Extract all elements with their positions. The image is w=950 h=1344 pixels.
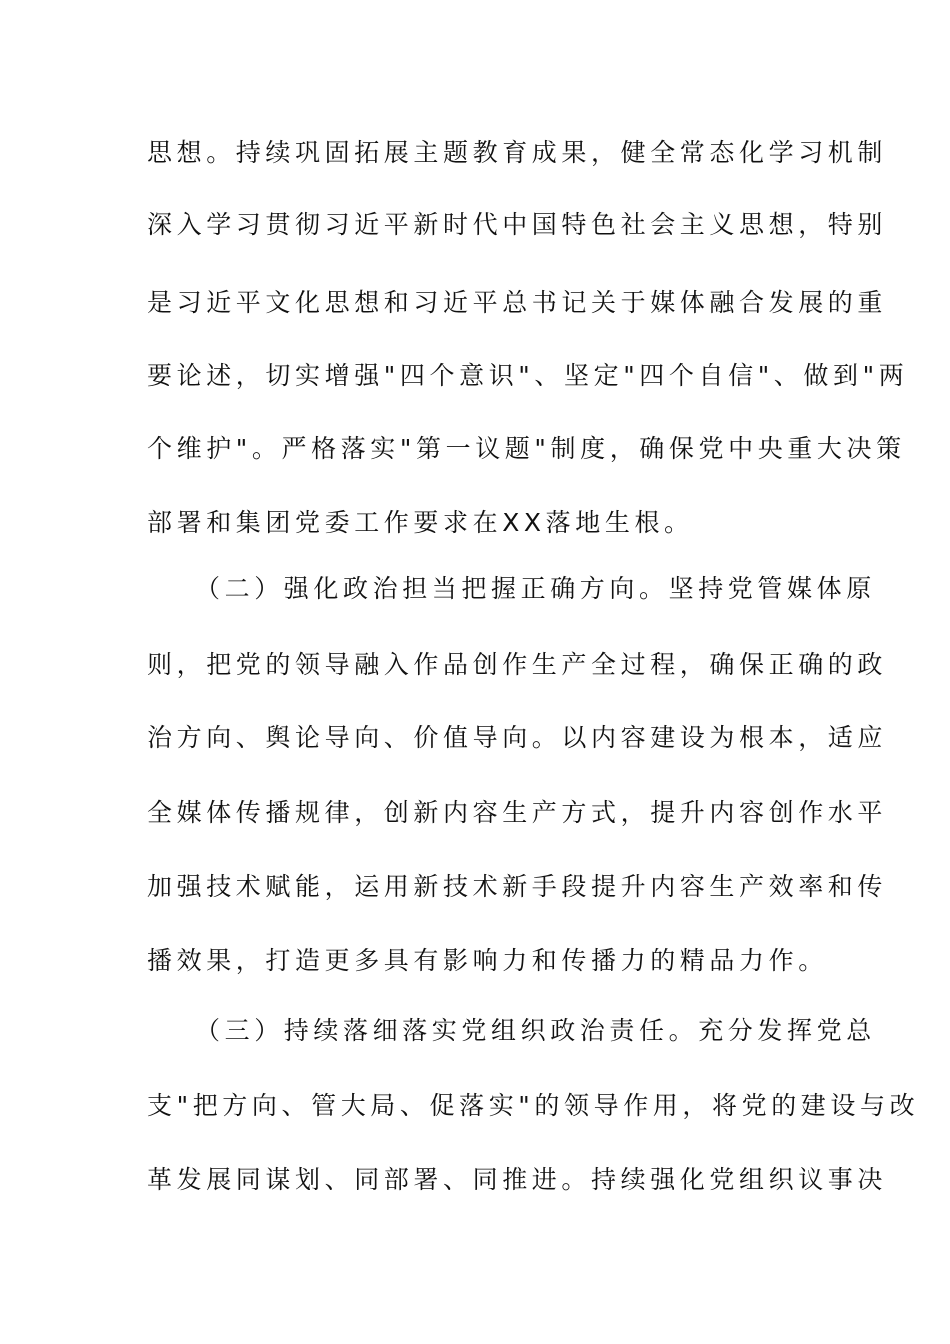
text-line-10: 全媒体传播规律，创新内容生产方式，提升内容创作水平 bbox=[147, 798, 888, 827]
text-line-4: 要论述，切实增强"四个意识"、坚定"四个自信"、做到"两 bbox=[147, 361, 909, 390]
text-line-5: 个维护"。严格落实"第一议题"制度，确保党中央重大决策 bbox=[147, 434, 906, 463]
text-line-2: 深入学习贯彻习近平新时代中国特色社会主义思想，特别 bbox=[147, 210, 888, 239]
text-line-14: 支"把方向、管大局、促落实"的领导作用，将党的建设与改 bbox=[147, 1091, 920, 1120]
text-line-8: 则，把党的领导融入作品创作生产全过程，确保正确的政 bbox=[147, 650, 888, 679]
text-line-9: 治方向、舆论导向、价值导向。以内容建设为根本，适应 bbox=[147, 723, 888, 752]
text-line-13: （三）持续落细落实党组织政治责任。充分发挥党总 bbox=[195, 1016, 876, 1045]
text-line-1: 思想。持续巩固拓展主题教育成果，健全常态化学习机制 bbox=[147, 138, 888, 167]
text-line-7: （二）强化政治担当把握正确方向。坚持党管媒体原 bbox=[195, 574, 876, 603]
text-line-12: 播效果，打造更多具有影响力和传播力的精品力作。 bbox=[147, 946, 828, 975]
text-line-6: 部署和集团党委工作要求在XX落地生根。 bbox=[147, 508, 694, 537]
text-line-3: 是习近平文化思想和习近平总书记关于媒体融合发展的重 bbox=[147, 288, 888, 317]
text-line-11: 加强技术赋能，运用新技术新手段提升内容生产效率和传 bbox=[147, 872, 888, 901]
text-line-15: 革发展同谋划、同部署、同推进。持续强化党组织议事决 bbox=[147, 1165, 888, 1194]
